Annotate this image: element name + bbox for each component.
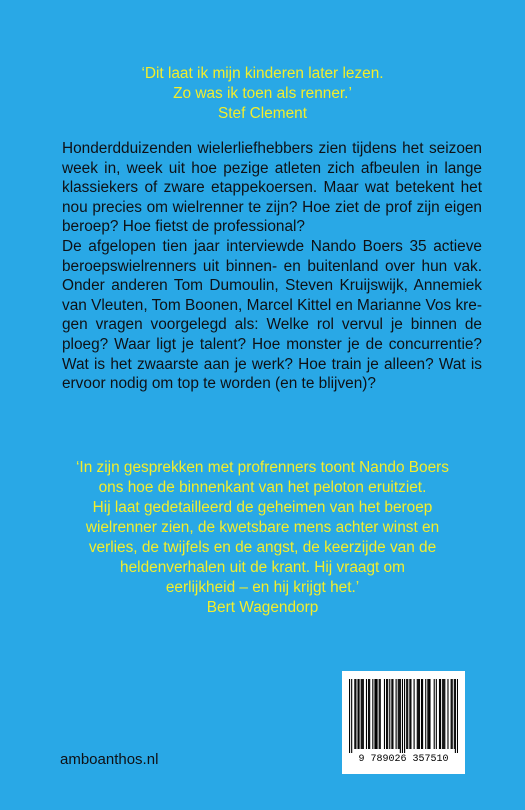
barcode-bar [442,679,443,749]
barcode-bar [375,679,376,749]
barcode-bar [404,679,405,753]
barcode-bar [414,679,415,749]
barcode-bar [447,679,448,749]
blurb-line: Wat is het zwaarste aan je werk? Hoe train je alleen? Wat is [62,355,482,373]
barcode-bar [451,679,452,749]
bottom-quote [0,458,525,618]
blurb-line: De afgelopen tien jaar interviewde Nando Boers 35 actieve [62,237,482,255]
barcode-bar [455,679,456,753]
barcode-bar [407,679,408,749]
barcode-bar [357,679,358,749]
isbn-barcode [342,671,465,774]
top-quote-author: Stef Clement [218,105,307,122]
barcode-bar [440,679,441,749]
bottom-quote-line: verlies, de twijfels en de angst, de keerzijde van de [88,539,437,556]
barcode-bar [419,679,420,749]
barcode-bar [418,679,419,749]
barcode-bar [386,679,387,749]
isbn-digits: 9 789026 357510 [358,754,449,765]
barcode-bar [417,679,418,749]
barcode-bar [457,679,458,753]
blurb-text [62,139,482,394]
barcode-bar [380,679,381,749]
barcode-bar [406,679,407,749]
barcode-bar [434,679,435,749]
barcode-bar [454,679,455,749]
barcode-bar [362,679,363,749]
barcode-bar [452,679,453,749]
barcode-bar [384,679,385,749]
bottom-quote-line: ons hoe de binnenkant van het peloton eruitziet. [98,479,427,496]
blurb-line: week in, week uit hoe pezige atleten zich afbeulen in lange [62,159,482,177]
barcode-bar [429,679,430,749]
barcode-bar [443,679,444,749]
barcode-bar [369,679,370,749]
top-quote-line: ‘Dit laat ik mijn kinderen later lezen. [141,65,384,82]
barcode-bar [436,679,437,749]
barcode-bar [361,679,362,749]
barcode-bar [354,679,355,749]
barcode-bar [377,679,378,749]
barcode-bar [409,679,410,749]
barcode-bar [400,679,401,753]
barcode-bar [391,679,392,749]
blurb-line: beroepswielrenners uit binnen- en buitenland over hun vak. [62,257,482,275]
top-quote-line: Zo was ik toen als renner.’ [173,85,352,102]
barcode-bar [427,679,428,749]
barcode-bar [368,679,369,749]
blurb-line: Onder anderen Tom Dumoulin, Steven Kruijswijk, Annemiek [62,277,482,295]
barcode-bar [392,679,393,749]
barcode-bar [349,679,350,753]
barcode-bar [398,679,399,749]
barcode-bar [366,679,367,749]
barcode-bar [374,679,375,749]
blurb-line: Honderdduizenden wielerliefhebbers zien tijdens het seizoen [62,140,482,157]
bottom-quote-line: ‘In zijn gesprekken met profrenners toont Nando Boers [76,459,449,476]
blurb-line: beroep? Hoe fietst de professional? [62,218,305,236]
barcode-bar [444,679,445,749]
publisher-url[interactable]: amboanthos.nl [60,751,159,768]
top-quote [0,64,525,124]
barcode-bar [396,679,397,749]
bottom-quote-author: Bert Wagendorp [206,599,319,616]
barcode-bar [359,679,360,749]
barcode-bar [428,679,429,749]
barcode-bar [421,679,422,749]
bottom-quote-line: Hij laat gedetailleerd de geheimen van het beroep [92,499,433,516]
barcode-bar [372,679,373,749]
barcode-bar [355,679,356,749]
barcode-bar [399,679,400,749]
barcode-bar [410,679,411,749]
barcode-bar [425,679,426,749]
barcode-bar [389,679,390,749]
barcode-bar [439,679,440,749]
blurb-line: ervoor nodig om top te worden (en te blijven)? [62,375,376,393]
blurb-line: gen vragen voorgelegd als: Welke rol vervul je binnen de [62,316,482,334]
barcode-bars-icon [349,679,458,753]
bottom-quote-line: eerlijkheid – en hij krijgt het.’ [165,579,360,596]
barcode-bar [363,679,364,749]
bottom-quote-line: wielrenner zien, de kwetsbare mens achter winst en [85,519,440,536]
blurb-line: ploeg? Waar ligt je talent? Hoe monster je de concurrentie? [62,335,482,353]
blurb-line: klassiekers of zware etappekoersen. Maar wat betekent het [62,179,482,197]
blurb-line: nou precies om wielrenner te zijn? Hoe ziet de prof zijn eigen [62,198,482,216]
barcode-bar [379,679,380,749]
bottom-quote-line: heldenverhalen uit de krant. Hij vraagt om [120,559,405,576]
barcode-bar [387,679,388,749]
barcode-bar [351,679,352,753]
barcode-bar [402,679,403,753]
barcode-bar [422,679,423,749]
blurb-line: van Vleuten, Tom Boonen, Marcel Kittel en Marianne Vos kre- [62,296,482,314]
